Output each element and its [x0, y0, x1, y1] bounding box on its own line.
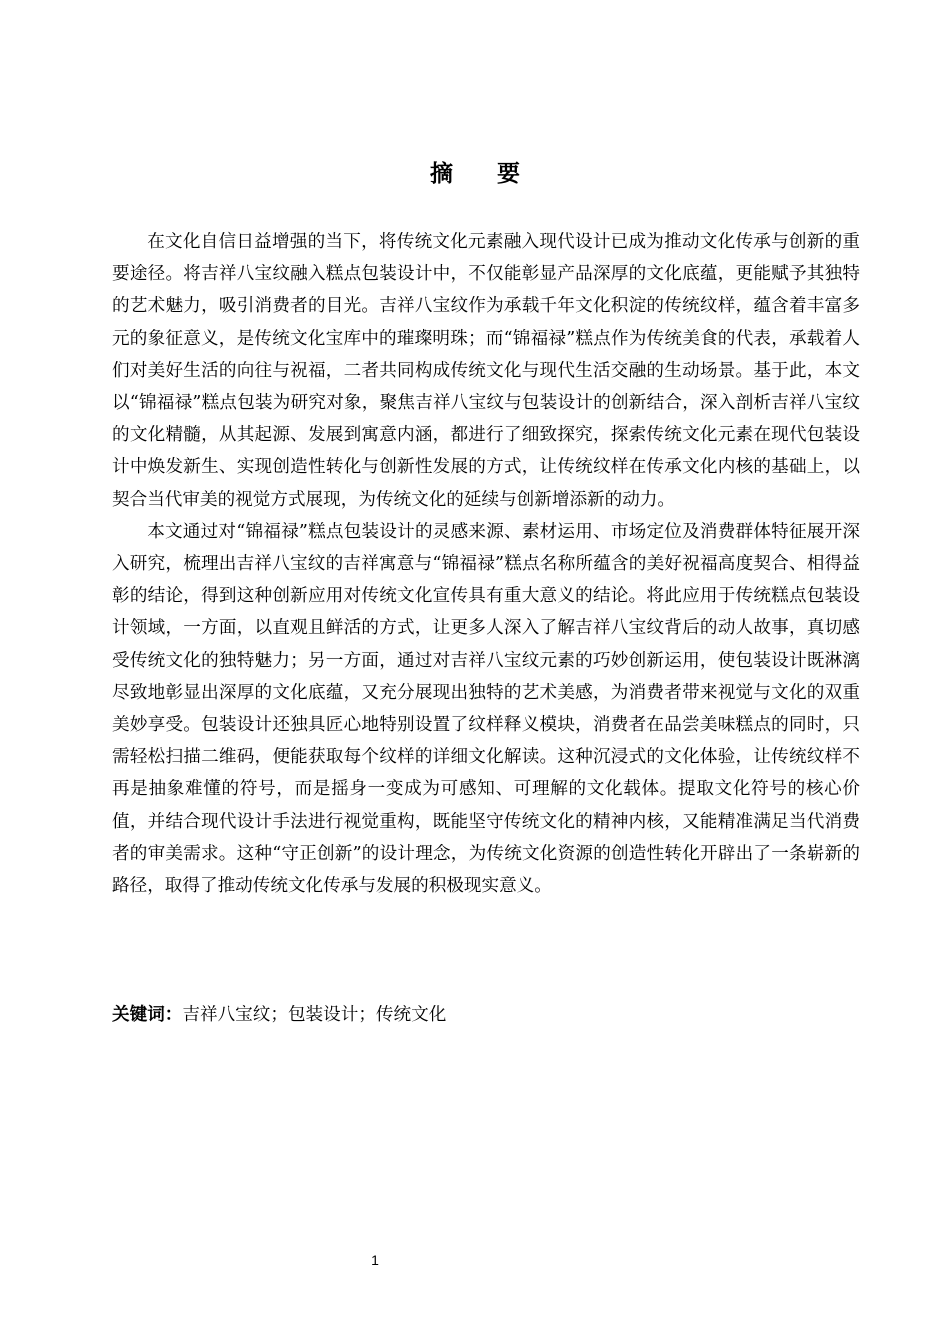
keywords-label: 关键词：	[112, 1005, 183, 1025]
keywords-value: 吉祥八宝纹；包装设计；传统文化	[182, 1005, 447, 1025]
page-number: 1	[371, 1252, 379, 1268]
abstract-title: 摘要	[430, 161, 564, 187]
keywords-line	[112, 999, 860, 1031]
abstract-paragraph-2: 本文通过对“锦福禄”糕点包装设计的灵感来源、素材运用、市场定位及消费群体特征展开深入研究，梳理出吉祥八宝纹的吉祥寓意与“锦福禄”糕点名称所蕴含的美好祝福高度契合、相得益彰的结论，得到这种创新应用对传统文化宣传具有重大意义的结论。将此应用于传统糕点包装设计领域，一方面，以直观且鲜活的方式，让更多人深入了解吉祥八宝纹背后的动人故事，真切感受传统文化的独特魅力；另一方面，通过对吉祥八宝纹元素的巧妙创新运用，使包装设计既淋漓尽致地彰显出深厚的文化底蕴，又充分展现出独特的艺术美感，为消费者带来视觉与文化的双重美妙享受。包装设计还独具匠心地特别设置了纹样释义模块，消费者在品尝美味糕点的同时，只需轻松扫描二维码，便能获取每个纹样的详细文化解读。这种沉浸式的文化体验，让传统纹样不再是抽象难懂的符号，而是摇身一变成为可感知、可理解的文化载体。提取文化符号的核心价值，并结合现代设计手法进行视觉重构，既能坚守传统文化的精神内核，又能精准满足当代消费者的审美需求。这种“守正创新”的设计理念，为传统文化资源的创造性转化开辟出了一条崭新的路径，取得了推动传统文化传承与发展的积极现实意义。	[112, 521, 860, 897]
abstract-body	[112, 226, 860, 902]
abstract-paragraph-1: 在文化自信日益增强的当下，将传统文化元素融入现代设计已成为推动文化传承与创新的重要途径。将吉祥八宝纹融入糕点包装设计中，不仅能彰显产品深厚的文化底蕴，更能赋予其独特的艺术魅力，吸引消费者的目光。吉祥八宝纹作为承载千年文化积淀的传统纹样，蕴含着丰富多元的象征意义，是传统文化宝库中的璀璨明珠；而“锦福禄”糕点作为传统美食的代表，承载着人们对美好生活的向往与祝福，二者共同构成传统文化与现代生活交融的生动场景。基于此，本文以“锦福禄”糕点包装为研究对象，聚焦吉祥八宝纹与包装设计的创新结合，深入剖析吉祥八宝纹的文化精髓，从其起源、发展到寓意内涵，都进行了细致探究，探索传统文化元素在现代包装设计中焕发新生、实现创造性转化与创新性发展的方式，让传统纹样在传承文化内核的基础上，以契合当代审美的视觉方式展现，为传统文化的延续与创新增添新的动力。	[112, 232, 860, 510]
